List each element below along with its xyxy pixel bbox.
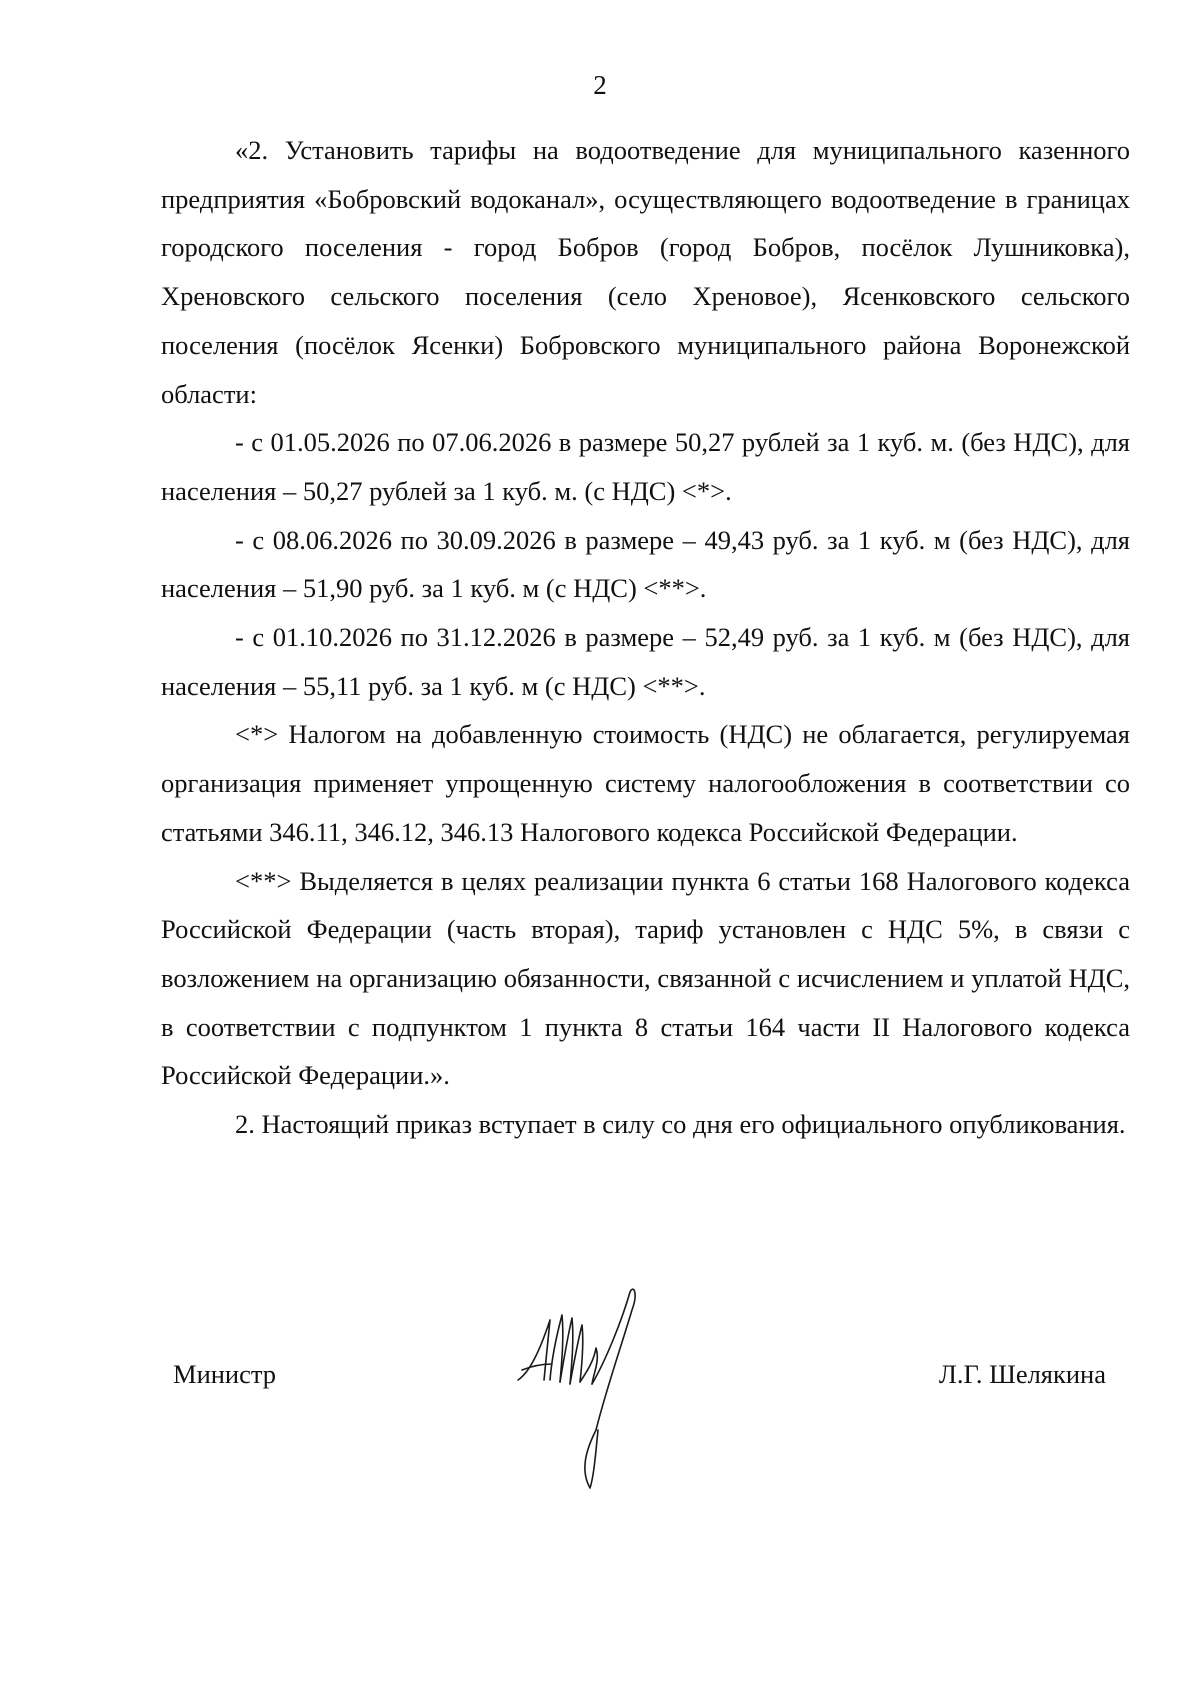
footnote-single-asterisk: <*> Налогом на добавленную стоимость (НДС) не облагается, регулируемая организация применяет упрощенную систему налогообложения в соответствии со статьями 346.11, 346.12, 346.13 Налогового кодекса Российской Федерации. — [161, 719, 1130, 847]
page-number: 2 — [593, 70, 607, 100]
signatory-name: Л.Г. Шелякина — [938, 1359, 1106, 1389]
paragraph-tariff-period-1: - с 01.05.2026 по 07.06.2026 в размере 50,27 рублей за 1 куб. м. (без НДС), для населения – 50,27 рублей за 1 куб. м. (с НДС) <*>. — [161, 427, 1130, 506]
signatory-title: Министр — [173, 1359, 277, 1389]
footnote-double-asterisk: <**> Выделяется в целях реализации пункта 6 статьи 168 Налогового кодекса Российской Федерации (часть вторая), тариф установлен с НДС 5%, в связи с возложением на организацию обязанности, связанной с исчислением и уплатой НДС, в соответствии с подпунктом 1 пункта 8 статьи 164 части II Налогового кодекса Российской Федерации.». — [161, 865, 1130, 1091]
paragraph-tariff-period-3: - с 01.10.2026 по 31.12.2026 в размере – 52,49 руб. за 1 куб. м (без НДС), для населения – 55,11 руб. за 1 куб. м (с НДС) <**>. — [161, 622, 1130, 701]
paragraph-tariff-setting: «2. Установить тарифы на водоотведение для муниципального казенного предприятия «Бобровский водоканал», осуществляющего водоотведение в границах городского поселения - город Бобров (город Бобров, посёлок Лушниковка), Хреновского сельского поселения (село Хреновое), Ясенковского сельского поселения (посёлок Ясенки) Бобровского муниципального района Воронежской области: — [161, 135, 1130, 409]
paragraph-tariff-period-2: - с 08.06.2026 по 30.09.2026 в размере – 49,43 руб. за 1 куб. м (без НДС), для населения – 51,90 руб. за 1 куб. м (с НДС) <**>. — [161, 524, 1130, 604]
paragraph-effective-date: 2. Настоящий приказ вступает в силу со дня его официального опубликования. — [235, 1109, 1126, 1140]
document-body — [161, 126, 1130, 1149]
handwritten-signature-icon — [510, 1280, 660, 1500]
signature-block — [0, 1280, 1200, 1500]
